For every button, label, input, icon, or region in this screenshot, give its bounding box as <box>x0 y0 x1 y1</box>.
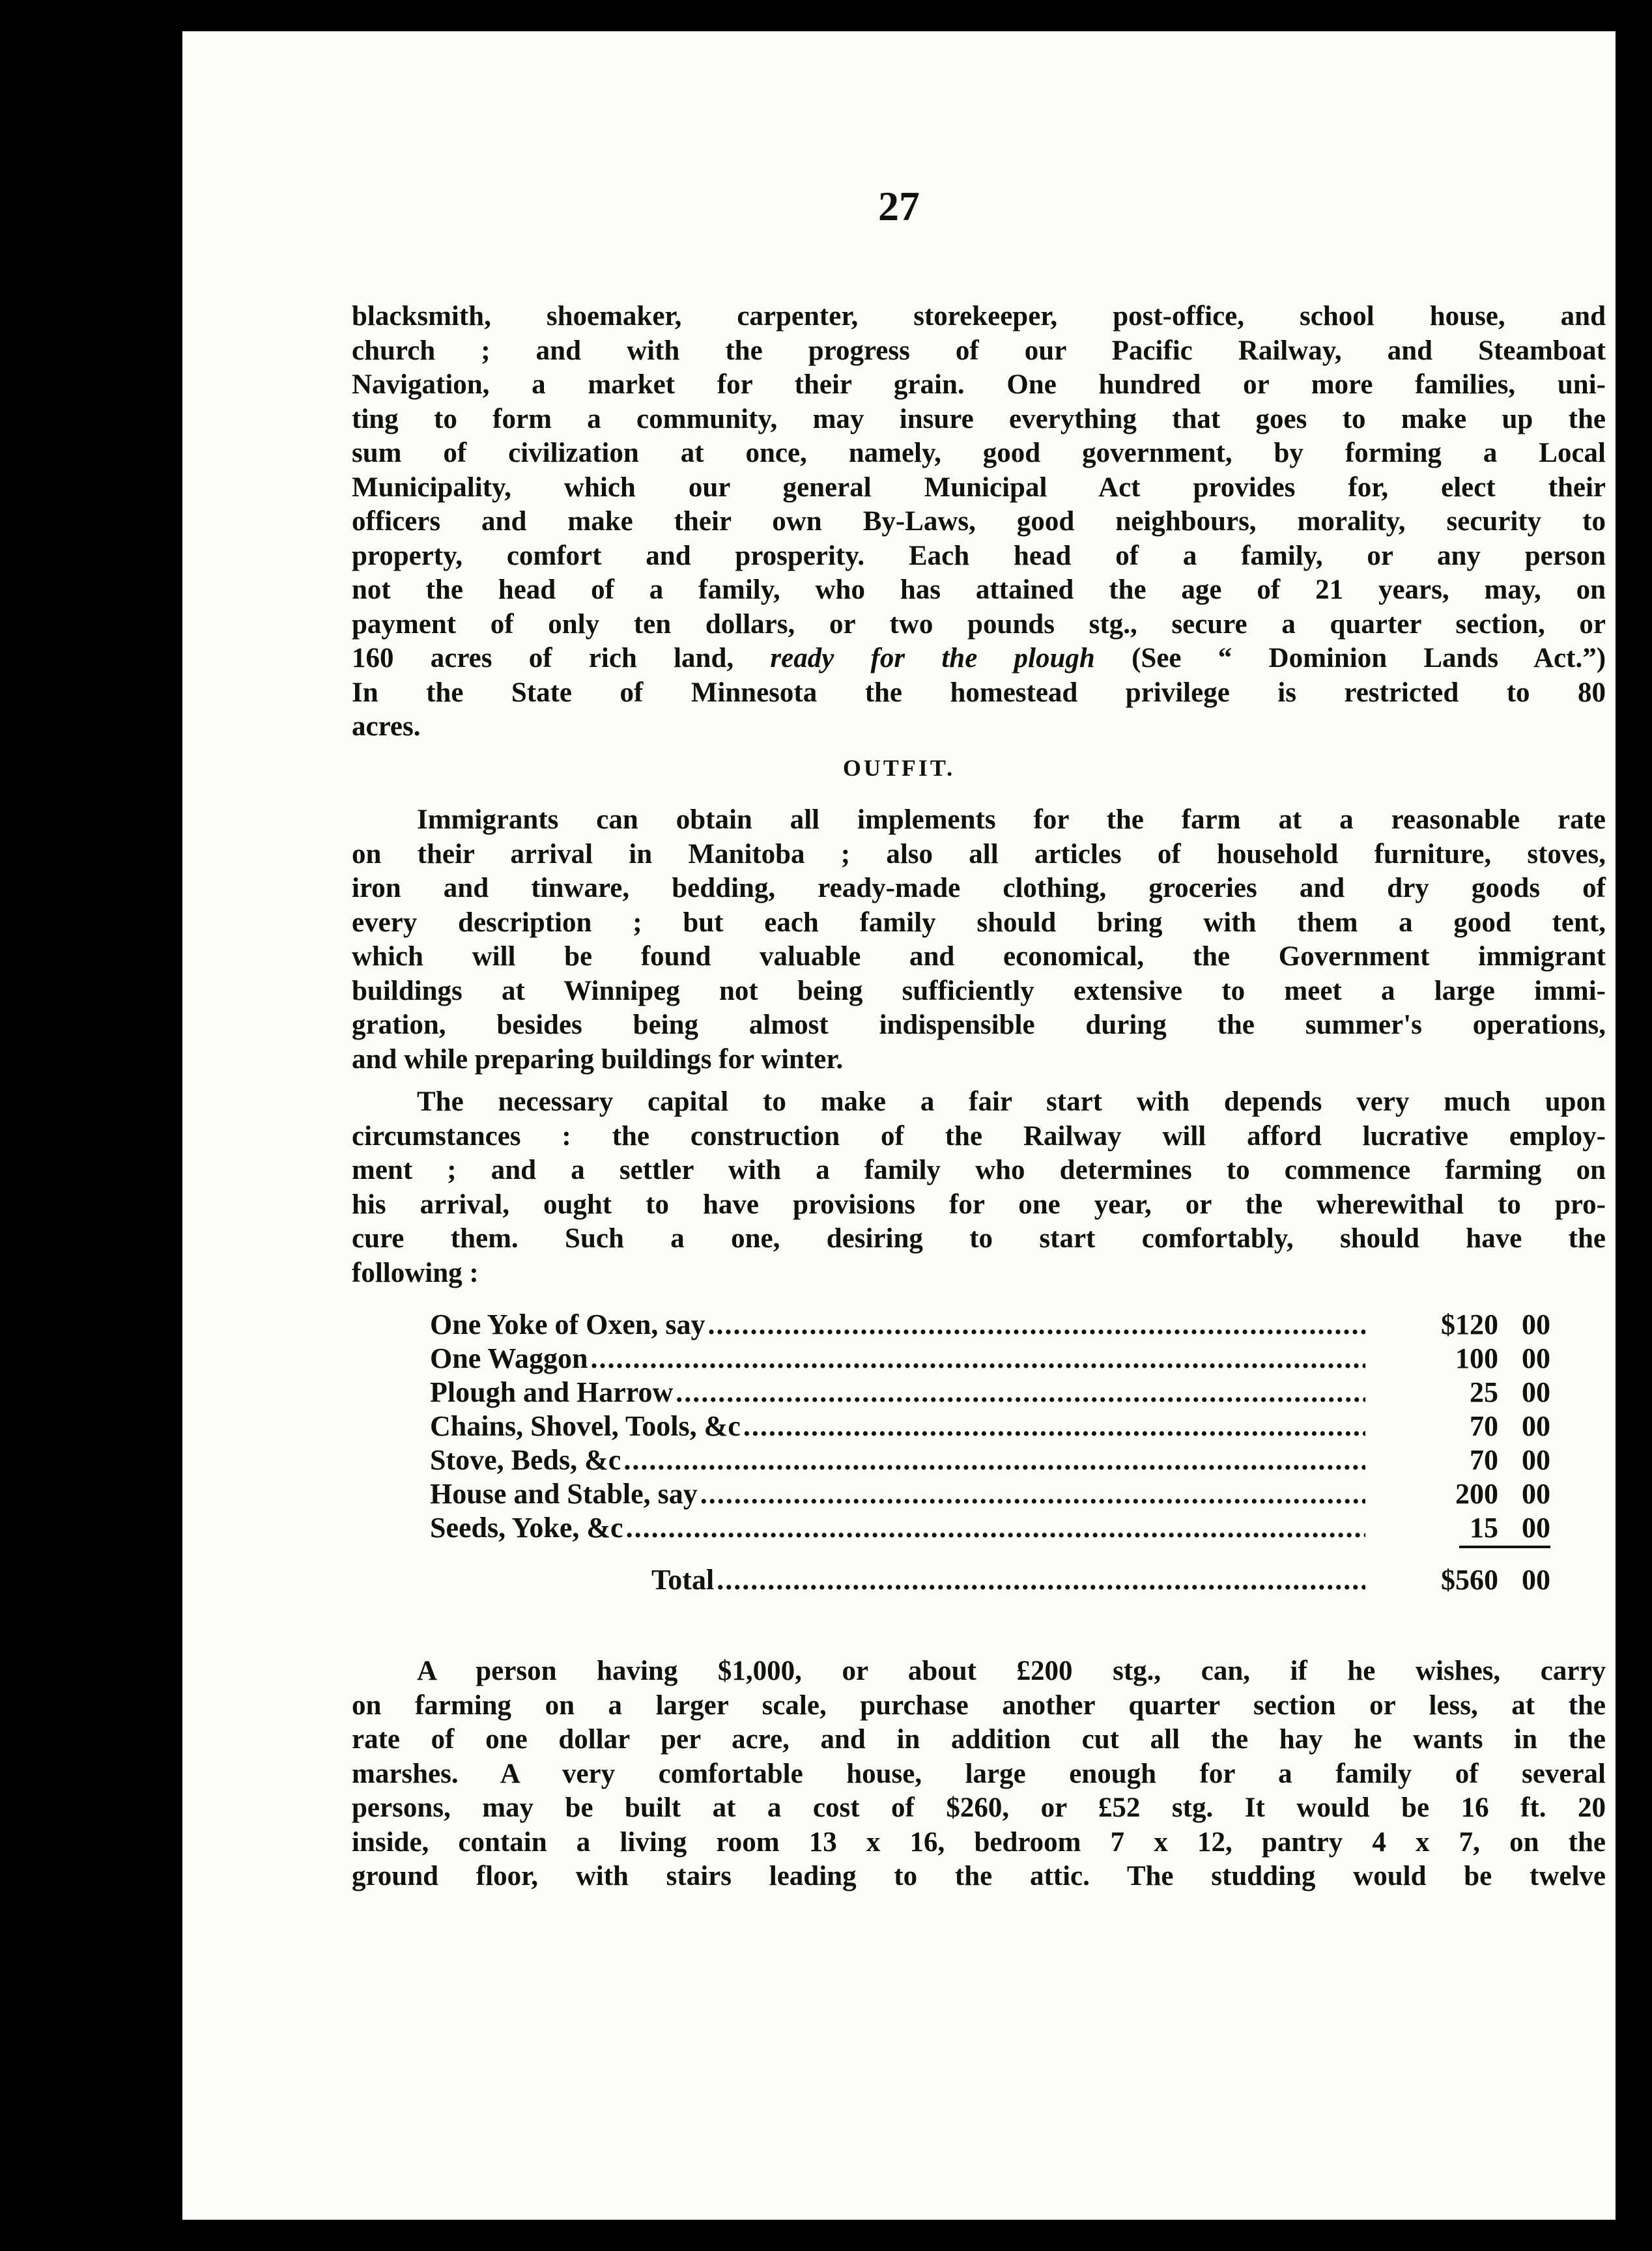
total-rule <box>1459 1546 1550 1548</box>
text-line: and while preparing buildings for winter. <box>352 1043 844 1075</box>
text-line: persons, may be built at a cost of $260, or £52 stg. It would be 16 ft. 20 <box>352 1792 1606 1823</box>
dot-leader <box>743 1409 1365 1443</box>
text-line: his arrival, ought to have provisions for one year, or the wherewithal to pro- <box>352 1189 1606 1220</box>
text-line: payment of only ten dollars, or two pounds stg., secure a quarter section, or <box>352 608 1606 640</box>
paragraph-implements <box>352 803 1606 1077</box>
cost-item: Seeds, Yoke, &c <box>430 1512 623 1544</box>
text-line: acres. <box>352 711 421 742</box>
text-line: following : <box>352 1257 479 1288</box>
cost-item: Plough and Harrow <box>430 1376 674 1408</box>
text-line: marshes. A very comfortable house, large enough for a family of several <box>352 1758 1606 1789</box>
text-line: which will be found valuable and economical, the Government immigrant <box>352 941 1606 972</box>
cost-row <box>430 1409 1550 1443</box>
text-segment: 160 acres of rich land, <box>352 643 734 673</box>
total-cents: 00 <box>1522 1564 1550 1596</box>
cost-amount: 70 <box>1470 1410 1498 1442</box>
cost-cents: 00 <box>1522 1342 1550 1374</box>
total-amount: $560 <box>1441 1564 1498 1596</box>
cost-item: Chains, Shovel, Tools, &c <box>430 1410 741 1442</box>
cost-cents: 00 <box>1522 1478 1550 1510</box>
cost-item: One Waggon <box>430 1342 588 1374</box>
cost-row <box>430 1477 1550 1511</box>
dot-leader <box>626 1511 1365 1545</box>
text-line: sum of civilization at once, namely, good government, by forming a Local <box>352 438 1606 468</box>
text-line: every description ; but each family should bring with them a good tent, <box>352 907 1606 938</box>
cost-row <box>430 1376 1550 1409</box>
dot-leader <box>590 1342 1365 1376</box>
cost-amount: 15 <box>1470 1512 1498 1544</box>
section-heading-outfit: OUTFIT. <box>842 755 956 781</box>
cost-amount: $120 <box>1441 1309 1498 1340</box>
text-line: on farming on a larger scale, purchase another quarter section or less, at the <box>352 1690 1606 1721</box>
cost-row <box>430 1511 1550 1545</box>
cost-table <box>430 1308 1550 1545</box>
cost-item: Stove, Beds, &c <box>430 1444 621 1476</box>
text-line: cure them. Such a one, desiring to start comfortably, should have the <box>352 1223 1606 1254</box>
text-line: Municipality, which our general Municipal Act provides for, elect their <box>352 472 1606 503</box>
cost-amount: 25 <box>1470 1376 1498 1408</box>
text-line: rate of one dollar per acre, and in addition cut all the hay he wants in the <box>352 1724 1606 1755</box>
cost-cents: 00 <box>1522 1309 1550 1340</box>
cost-row <box>430 1443 1550 1477</box>
text-line: In the State of Minnesota the homestead privilege is restricted to 80 <box>352 677 1606 708</box>
cost-cents: 00 <box>1522 1512 1550 1544</box>
text-line: Immigrants can obtain all implements for the farm at a reasonable rate <box>417 804 1606 835</box>
text-line: blacksmith, shoemaker, carpenter, storekeeper, post-office, school house, and <box>352 301 1606 332</box>
text-line: buildings at Winnipeg not being sufficiently extensive to meet a large immi- <box>352 975 1606 1006</box>
dot-leader <box>700 1477 1365 1511</box>
text-line: ting to form a community, may insure everything that goes to make up the <box>352 403 1606 434</box>
dot-leader <box>717 1563 1365 1597</box>
cost-cents: 00 <box>1522 1444 1550 1476</box>
text-line: inside, contain a living room 13 x 16, bedroom 7 x 12, pantry 4 x 7, on the <box>352 1826 1606 1858</box>
paragraph-capital <box>352 1085 1606 1290</box>
cost-amount: 70 <box>1470 1444 1498 1476</box>
cost-row <box>430 1308 1550 1342</box>
dot-leader <box>623 1443 1365 1477</box>
text-line: property, comfort and prosperity. Each head of a family, or any person <box>352 540 1606 571</box>
cost-amount: 200 <box>1455 1478 1498 1510</box>
text-line: iron and tinware, bedding, ready-made clothing, groceries and dry goods of <box>352 873 1606 903</box>
dot-leader <box>708 1308 1366 1342</box>
text-line: officers and make their own By-Laws, good neighbours, morality, security to <box>352 506 1606 537</box>
cost-cents: 00 <box>1522 1376 1550 1408</box>
text-line-with-italic <box>352 642 1606 676</box>
text-line: ment ; and a settler with a family who determines to commence farming on <box>352 1155 1606 1185</box>
cost-amount: 100 <box>1455 1342 1498 1374</box>
dot-leader <box>676 1376 1365 1409</box>
text-line: ground floor, with stairs leading to the attic. The studding would be twelve <box>352 1861 1606 1891</box>
text-line: The necessary capital to make a fair start with depends very much upon <box>417 1086 1606 1117</box>
cost-item: House and Stable, say <box>430 1478 698 1510</box>
text-line: circumstances : the construction of the Railway will afford lucrative employ- <box>352 1120 1606 1152</box>
cost-item: One Yoke of Oxen, say <box>430 1309 705 1340</box>
text-line: Navigation, a market for their grain. One hundred or more families, uni- <box>352 369 1606 400</box>
document-page <box>182 31 1616 2220</box>
paragraph-larger-farm <box>352 1654 1606 1894</box>
text-segment: (See “ Dominion Lands Act.”) <box>1132 643 1606 673</box>
page-number: 27 <box>878 183 920 229</box>
paragraph-homestead <box>352 300 1606 744</box>
total-label: Total <box>651 1564 715 1596</box>
text-line: church ; and with the progress of our Pacific Railway, and Steamboat <box>352 335 1606 366</box>
italic-phrase: ready for the plough <box>770 643 1095 673</box>
cost-cents: 00 <box>1522 1410 1550 1442</box>
total-row <box>651 1563 1550 1597</box>
text-line: gration, besides being almost indispensible during the summer's operations, <box>352 1010 1606 1040</box>
cost-row <box>430 1342 1550 1376</box>
text-line: A person having $1,000, or about £200 stg., can, if he wishes, carry <box>417 1656 1606 1686</box>
text-line: not the head of a family, who has attained the age of 21 years, may, on <box>352 574 1606 605</box>
text-line: on their arrival in Manitoba ; also all articles of household furniture, stoves, <box>352 838 1606 870</box>
